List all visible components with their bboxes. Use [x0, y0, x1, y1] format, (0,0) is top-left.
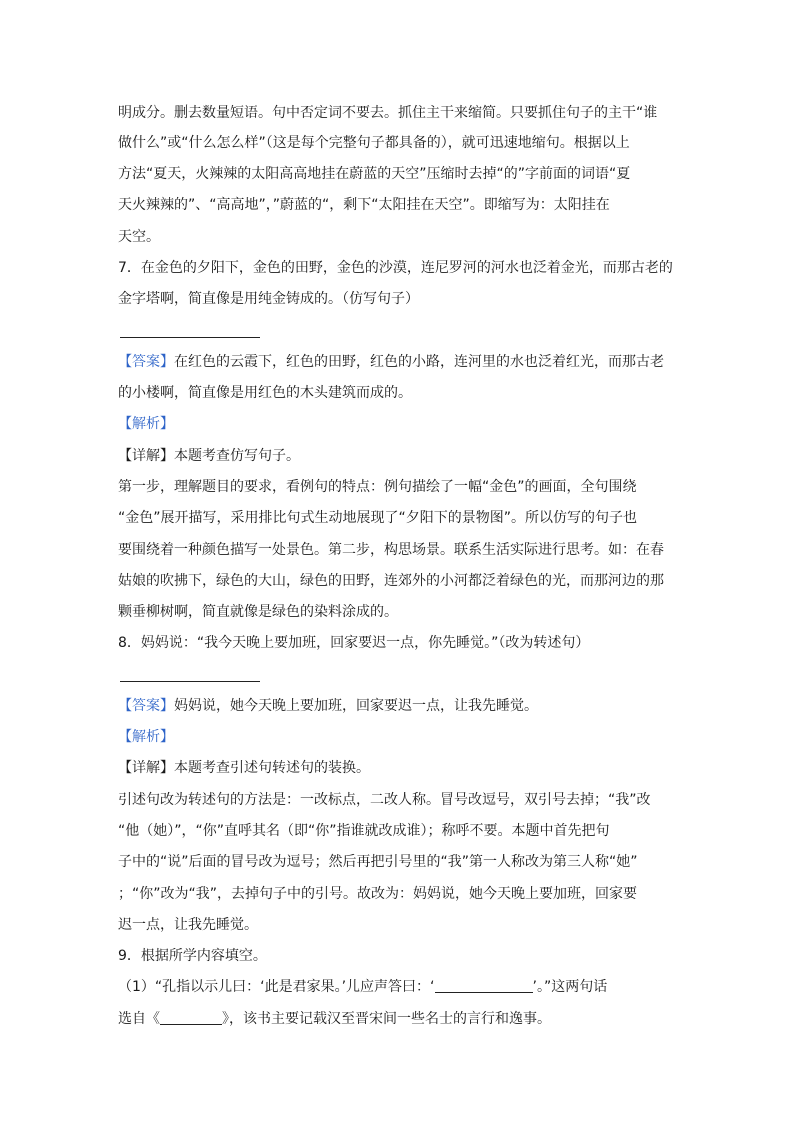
question-7-text: 7．在金色的夕阳下，金色的田野，金色的沙漠，连尼罗河的河水也泛着金光，而那古老的	[118, 260, 673, 276]
question-9-part-1	[118, 978, 607, 996]
question-7-text: 金字塔啊，简直像是用纯金铸成的。（仿写句子）	[118, 291, 419, 307]
detail-line: 引述句改为转述句的方法是：一改标点，二改人称。冒号改逗号，双引号去掉；“我”改	[118, 792, 651, 808]
detail-line: “金色”展开描写，采用排比句式生动地展现了“夕阳下的景物图”。所以仿写的句子也	[118, 510, 638, 526]
answer-tag: 【答案】	[118, 698, 174, 714]
text-line: 方法“夏天，火辣辣的太阳高高地挂在蔚蓝的天空”压缩时去掉“的”字前面的词语“夏	[118, 166, 631, 182]
fill-blank[interactable]	[435, 978, 533, 993]
answer-blank-line	[120, 337, 260, 338]
detail-line: ；“你”改为“我”，去掉句子中的引号。故改为：妈妈说，她今天晚上要加班，回家要	[118, 886, 638, 902]
question-text: （1）“孔指以示儿曰：‘此是君家果。’儿应声答曰：‘	[118, 979, 435, 995]
answer-blank-line	[120, 681, 260, 682]
detail-line: “他（她）”，“你”直呼其名（即“你”指谁就改成谁）；称呼不要。本题中首先把句	[118, 823, 610, 839]
detail-line: 子中的“说”后面的冒号改为逗号；然后再把引号里的“我”第一人称改为第三人称“她”	[118, 854, 638, 870]
detail-line: 【详解】本题考查引述句转述句的装换。	[118, 760, 370, 776]
text-line: 天火辣辣的”、“高高地”，”蔚蓝的“，剩下“太阳挂在天空”。即缩写为：太阳挂在	[118, 197, 610, 213]
fill-blank[interactable]	[160, 1010, 222, 1025]
detail-line: 迟一点，让我先睡觉。	[118, 917, 258, 933]
answer-tag: 【答案】	[118, 354, 174, 370]
detail-line: 姑娘的吹拂下，绿色的大山，绿色的田野，连郊外的小河都泛着绿色的光，而那河边的那	[118, 573, 664, 589]
question-text: 》，该书主要记载汉至晋宋间一些名士的言行和逸事。	[222, 1011, 551, 1027]
analysis-tag: 【解析】	[118, 729, 174, 745]
answer-text: 妈妈说，她今天晚上要加班，回家要迟一点，让我先睡觉。	[174, 698, 538, 714]
detail-line: 要围绕着一种颜色描写一处景色。第二步，构思场景。联系生活实际进行思考。如：在春	[118, 542, 664, 558]
answer-text: 的小楼啊，简直像是用红色的木头建筑而成的。	[118, 385, 412, 401]
detail-line: 第一步，理解题目的要求，看例句的特点：例句描绘了一幅“金色”的画面，全句围绕	[118, 479, 637, 495]
question-text: ’。”这两句话	[532, 979, 608, 995]
question-9-part-1-cont	[118, 1010, 551, 1028]
text-line: 天空。	[118, 229, 160, 245]
text-line: 做什么”或“什么怎么样”（这是每个完整句子都具备的），就可迅速地缩句。根据以上	[118, 135, 630, 151]
detail-line: 颗垂柳树啊，简直就像是绿色的染料涂成的。	[118, 604, 398, 620]
question-text: 选自《	[118, 1011, 160, 1027]
question-8-text: 8．妈妈说：“我今天晚上要加班，回家要迟一点，你先睡觉。”（改为转述句）	[118, 635, 590, 651]
question-9-title: 9．根据所学内容填空。	[118, 948, 267, 964]
detail-line: 【详解】本题考查仿写句子。	[118, 448, 300, 464]
answer-7	[118, 353, 664, 371]
answer-8	[118, 697, 538, 715]
analysis-tag: 【解析】	[118, 416, 174, 432]
text-line: 明成分。删去数量短语。句中否定词不要去。抓住主干来缩简。只要抓住句子的主干“谁	[118, 105, 658, 121]
answer-text: 在红色的云霞下，红色的田野，红色的小路，连河里的水也泛着红光，而那古老	[174, 354, 664, 370]
